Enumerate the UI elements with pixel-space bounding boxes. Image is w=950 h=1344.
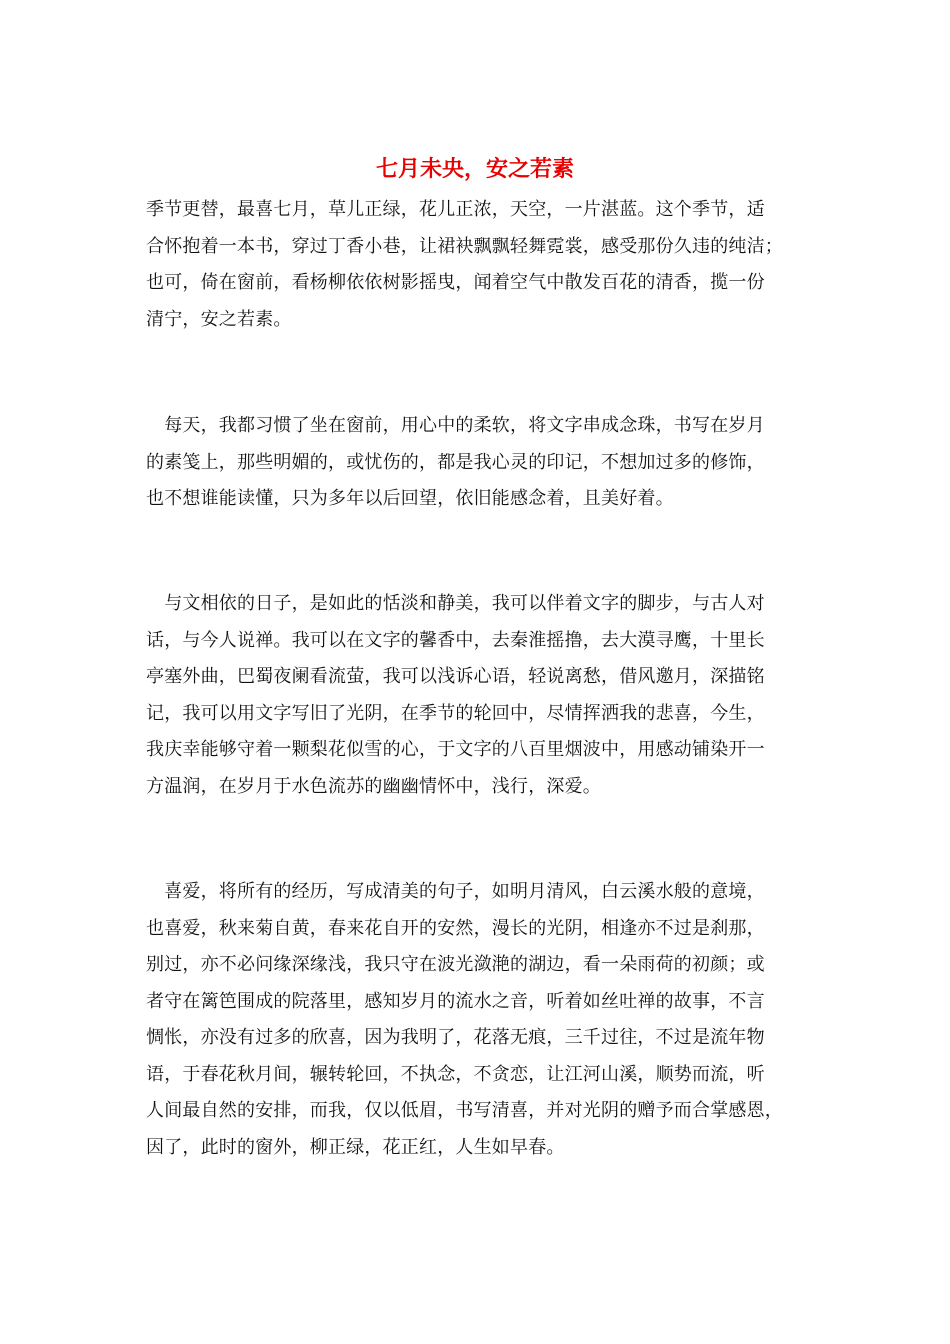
- paragraph-line: 清宁，安之若素。: [146, 308, 292, 330]
- paragraph-line: 方温润，在岁月于水色流苏的幽幽情怀中，浅行，深爱。: [146, 775, 601, 797]
- paragraph-line: 因了，此时的窗外，柳正绿，花正红，人生如早春。: [146, 1136, 565, 1158]
- paragraph-line: 人间最自然的安排，而我，仅以低眉，书写清喜，并对光阴的赠予而合掌感恩，: [146, 1100, 783, 1121]
- paragraph-4: [146, 874, 806, 1166]
- paragraph-line: 话，与今人说禅。我可以在文字的馨香中，去秦淮摇撸，去大漠寻鹰，十里长: [146, 629, 765, 651]
- paragraph-1: [146, 192, 806, 338]
- paragraph-line: 与文相依的日子，是如此的恬淡和静美，我可以伴着文字的脚步，与古人对: [146, 593, 765, 614]
- paragraph-line: 季节更替，最喜七月，草儿正绿，花儿正浓，天空，一片湛蓝。这个季节，适: [146, 199, 765, 220]
- document-title: 七月未央，安之若素: [375, 156, 574, 182]
- paragraph-line: 也可，倚在窗前，看杨柳依依树影摇曳，闻着空气中散发百花的清香，揽一份: [146, 272, 765, 293]
- paragraph-line: 记，我可以用文字写旧了光阴，在季节的轮回中，尽情挥洒我的悲喜，今生，: [146, 702, 765, 724]
- paragraph-line: 语，于春花秋月间，辗转轮回，不执念，不贪恋，让江河山溪，顺势而流，听: [146, 1063, 765, 1085]
- paragraph-line: 惆怅，亦没有过多的欣喜，因为我明了，花落无痕，三千过往，不过是流年物: [146, 1027, 765, 1048]
- paragraph-line: 的素笺上，那些明媚的，或忧伤的，都是我心灵的印记，不想加过多的修饰，: [146, 451, 765, 473]
- paragraph-line: 每天，我都习惯了坐在窗前，用心中的柔软，将文字串成念珠，书写在岁月: [146, 415, 765, 436]
- paragraph-line: 我庆幸能够守着一颗梨花似雪的心，于文字的八百里烟波中，用感动铺染开一: [146, 739, 765, 760]
- paragraph-line: 也不想谁能读懂，只为多年以后回望，依旧能感念着，且美好着。: [146, 488, 674, 509]
- paragraph-2: [146, 408, 806, 518]
- paragraph-line: 别过，亦不必问缘深缘浅，我只守在波光潋滟的湖边，看一朵雨荷的初颜；或: [146, 954, 765, 975]
- paragraph-line: 亭塞外曲，巴蜀夜阑看流萤，我可以浅诉心语，轻说离愁，借风邀月，深描铭: [146, 666, 765, 687]
- paragraph-line: 也喜爱，秋来菊自黄，春来花自开的安然，漫长的光阴，相逢亦不过是刹那，: [146, 917, 765, 939]
- paragraph-line: 合怀抱着一本书，穿过丁香小巷，让裙袂飘飘轻舞霓裳，感受那份久违的纯洁；: [146, 235, 783, 257]
- paragraph-line: 喜爱，将所有的经历，写成清美的句子，如明月清风，白云溪水般的意境，: [146, 881, 765, 902]
- paragraph-3: [146, 586, 806, 805]
- paragraph-line: 者守在篱笆围成的院落里，感知岁月的流水之音，听着如丝吐禅的故事，不言: [146, 990, 765, 1012]
